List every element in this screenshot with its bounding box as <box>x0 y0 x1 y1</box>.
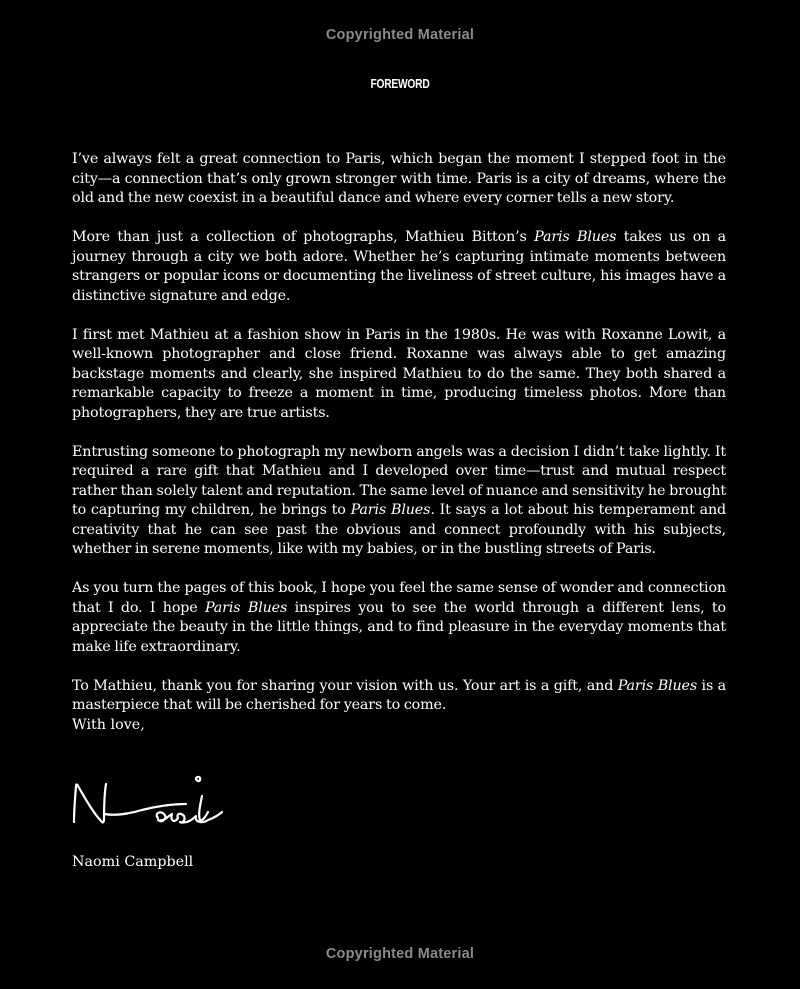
book-title: Paris Blues <box>350 502 431 518</box>
book-title: Paris Blues <box>204 599 288 616</box>
paragraph-6 <box>72 677 726 716</box>
copyright-watermark-top: Copyrighted Material <box>325 27 475 43</box>
book-title: Paris Blues <box>534 229 617 245</box>
page-heading: FOREWORD <box>370 77 430 91</box>
paragraph-2-text-a: More than just a collection of photographs, Mathieu Bitton’s <box>72 229 535 245</box>
foreword-body <box>72 150 726 735</box>
paragraph-4-text-a: Entrusting someone to photograph my newborn angels was a decision I didn’t take lightly. It required a rare gift that Mathieu and I developed over time—trust and mutual respect rather than solely talent and reputation. The same level of nuance and sensitivity he brought to capturing my children, he brings to <box>72 443 726 518</box>
paragraph-5-text-b: inspires you to see the world through a different lens, to appreciate the beauty in the little things, and to find pleasure in the everyday moments that make life extraordinary. <box>72 599 726 655</box>
paragraph-2-text-b: takes us on a journey through a city we both adore. Whether he’s capturing intimate moments between strangers or popular icons or documenting the liveliness of street culture, his images have a distinctive signature and edge. <box>72 229 727 304</box>
paragraph-5 <box>72 579 726 657</box>
signature-icon <box>68 770 228 830</box>
book-title: Paris Blues <box>617 677 698 694</box>
paragraph-6-text-a: To Mathieu, thank you for sharing your vision with us. Your art is a gift, and <box>72 677 618 694</box>
paragraph-6-text-b: is a masterpiece that will be cherished for years to come. <box>72 677 727 713</box>
paragraph-5-text-a: As you turn the pages of this book, I hope you feel the same sense of wonder and connection that I do. I hope <box>72 580 726 616</box>
paragraph-1: I’ve always felt a great connection to Paris, which began the moment I stepped foot in the city—a connection that’s only grown stronger with time. Paris is a city of dreams, where the old and the new coexist in a beautiful dance and where every corner tells a new story. <box>72 151 726 206</box>
copyright-watermark-bottom: Copyrighted Material <box>325 946 475 962</box>
paragraph-2 <box>72 228 726 306</box>
paragraph-4-text-b: . It says a lot about his temperament and creativity that he can see past the obvious and connect profoundly with his subjects, whether in serene moments, like with my babies, or in the bustling streets of Paris. <box>72 502 727 557</box>
paragraph-3: I first met Mathieu at a fashion show in Paris in the 1980s. He was with Roxanne Lowit, a well-known photographer and close friend. Roxanne was always able to get amazing backstage moments and clearly, she inspired Mathieu to do the same. They both shared a remarkable capacity to freeze a moment in time, producing timeless photos. More than photographers, they are true artists. <box>72 326 726 421</box>
closing-line: With love, <box>72 717 145 733</box>
signer-name: Naomi Campbell <box>72 854 194 870</box>
paragraph-4 <box>72 443 726 560</box>
